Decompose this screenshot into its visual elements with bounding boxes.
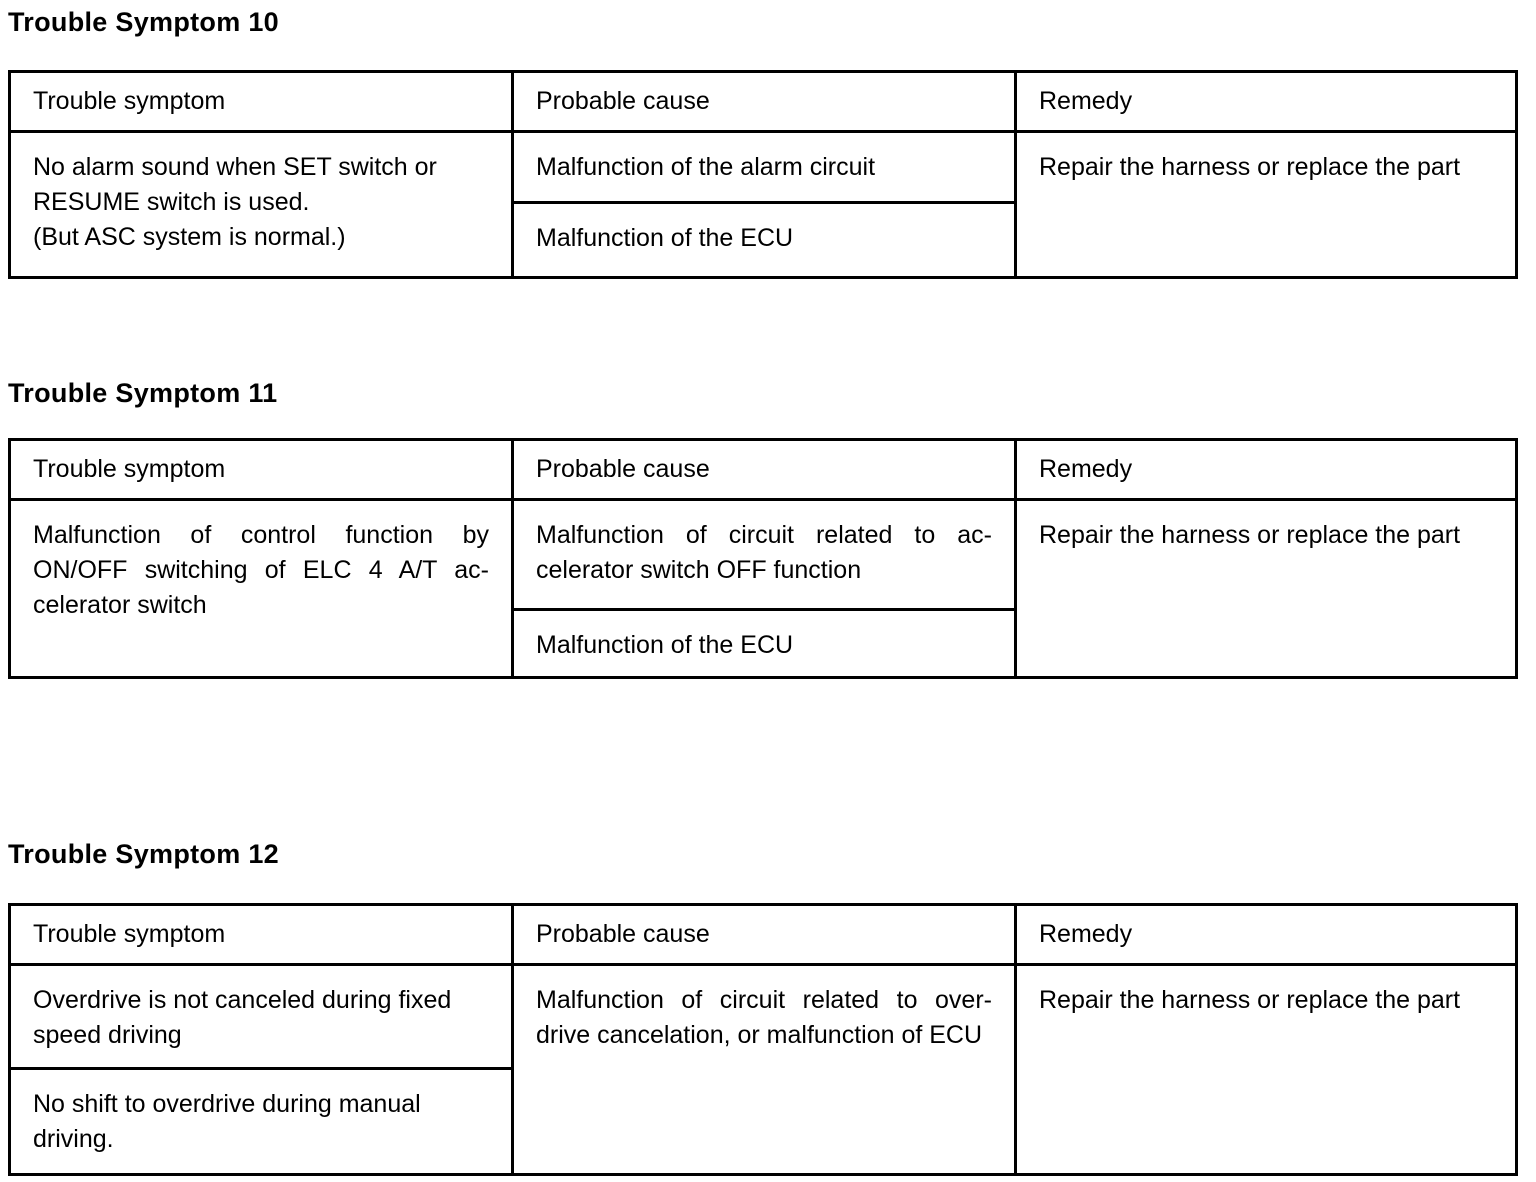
header-remedy: Remedy — [1016, 72, 1517, 132]
section-title-10: Trouble Symptom 10 — [8, 7, 279, 37]
section-title-12: Trouble Symptom 12 — [8, 839, 279, 869]
trouble-table-12 — [8, 903, 1518, 1176]
cause-cell: Malfunction of circuit related to over-drive cancelation, or malfunction of ECU — [513, 965, 1016, 1175]
section-title-11: Trouble Symptom 11 — [8, 378, 278, 408]
symptom-cell: Overdrive is not canceled during fixed speed driving — [10, 965, 513, 1069]
table-row — [10, 132, 1517, 203]
header-remedy: Remedy — [1016, 905, 1517, 965]
symptom-cell: Malfunction of control function by ON/OFF switching of ELC 4 A/T ac-celerator switch — [10, 500, 513, 678]
header-probable-cause: Probable cause — [513, 72, 1016, 132]
cause-cell: Malfunction of the ECU — [513, 610, 1016, 678]
header-trouble-symptom: Trouble symptom — [10, 440, 513, 500]
header-trouble-symptom: Trouble symptom — [10, 905, 513, 965]
symptom-cell: No alarm sound when SET switch or RESUME switch is used. (But ASC system is normal.) — [10, 132, 513, 278]
trouble-table-10 — [8, 70, 1518, 279]
cause-cell: Malfunction of the ECU — [513, 203, 1016, 278]
header-remedy: Remedy — [1016, 440, 1517, 500]
header-probable-cause: Probable cause — [513, 905, 1016, 965]
table-header-row — [10, 440, 1517, 500]
table-row — [10, 500, 1517, 610]
table-row — [10, 965, 1517, 1069]
cause-cell: Malfunction of the alarm circuit — [513, 132, 1016, 203]
remedy-cell: Repair the harness or replace the part — [1016, 500, 1517, 678]
table-header-row — [10, 72, 1517, 132]
remedy-cell: Repair the harness or replace the part — [1016, 965, 1517, 1175]
remedy-cell: Repair the harness or replace the part — [1016, 132, 1517, 278]
table-header-row — [10, 905, 1517, 965]
cause-cell: Malfunction of circuit related to ac-celerator switch OFF function — [513, 500, 1016, 610]
header-trouble-symptom: Trouble symptom — [10, 72, 513, 132]
symptom-cell: No shift to overdrive during manual driving. — [10, 1069, 513, 1175]
header-probable-cause: Probable cause — [513, 440, 1016, 500]
trouble-table-11 — [8, 438, 1518, 679]
